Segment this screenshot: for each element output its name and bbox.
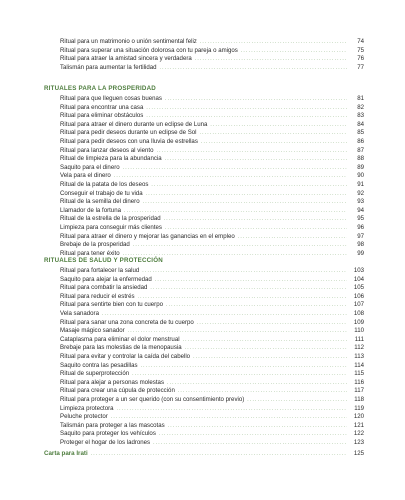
toc-entry <box>44 55 364 64</box>
dot-leader <box>117 405 347 414</box>
entry-title: Ritual de superprotección <box>60 370 130 378</box>
toc-entry <box>44 147 364 156</box>
toc-entry <box>44 439 364 448</box>
entry-page: 122 <box>353 430 364 438</box>
dot-leader <box>241 47 347 56</box>
entry-page: 118 <box>354 395 364 403</box>
entry-title: Ritual para atraer la amistad sincera y verdadera <box>60 55 192 63</box>
entry-title: Ritual para reducir el estrés <box>60 292 135 300</box>
dot-leader <box>146 112 347 121</box>
entry-page: 87 <box>357 146 364 154</box>
entry-page: 103 <box>353 267 364 274</box>
entry-title: Talismán para aumentar la fertilidad <box>60 63 157 71</box>
entry-page: 75 <box>357 46 364 54</box>
entry-title: Ritual para atraer el dinero y mejorar las ganancias en el empleo <box>60 232 235 240</box>
toc-entry <box>44 64 364 73</box>
entry-page: 77 <box>357 63 364 71</box>
entry-page: 90 <box>357 172 364 180</box>
dot-leader <box>157 147 348 156</box>
toc-entry <box>44 422 364 431</box>
entry-title: Ritual para proteger a un ser querido (con su consentimiento previo) <box>60 395 245 403</box>
entry-title: Ritual para sanar una zona concreta de tu cuerpo <box>60 318 194 326</box>
entry-page: 99 <box>357 249 364 257</box>
dot-leader <box>143 198 347 207</box>
entry-page: 95 <box>357 215 364 223</box>
entry-page: 114 <box>354 361 364 369</box>
toc-entry <box>44 450 364 459</box>
section-carta <box>44 450 364 459</box>
dot-leader <box>155 276 347 285</box>
dot-leader <box>141 362 347 371</box>
toc-entry <box>44 198 364 207</box>
entry-page: 74 <box>357 38 364 45</box>
entry-title: Saquito para proteger los vehículos <box>60 430 156 438</box>
entry-title: Saquito para el dinero <box>60 163 120 171</box>
toc-entry <box>44 207 364 216</box>
entry-title: Brebaje para las molestias de la menopausia <box>60 344 182 352</box>
toc-entry <box>44 172 364 181</box>
entry-title: Proteger el hogar de los ladrones <box>60 438 151 446</box>
entry-page: 85 <box>357 129 364 137</box>
entry-page: 104 <box>353 275 364 283</box>
dot-leader <box>150 284 347 293</box>
toc-entry <box>44 164 364 173</box>
dot-leader <box>111 413 347 422</box>
entry-title: Ritual para sentirte bien con tu cuerpo <box>60 301 163 309</box>
dot-leader <box>168 422 347 431</box>
entry-page: 111 <box>354 335 364 343</box>
dot-leader <box>165 224 347 233</box>
entry-title: Ritual para lanzar deseos al viento <box>60 146 154 154</box>
entry-page: 88 <box>357 155 364 163</box>
dot-leader <box>165 155 347 164</box>
dot-leader <box>159 430 347 439</box>
entry-page: 116 <box>354 378 364 386</box>
entry-page: 93 <box>357 198 364 206</box>
entry-page: 91 <box>357 180 364 188</box>
toc-entry <box>44 293 364 302</box>
entry-page: 125 <box>353 450 364 457</box>
entry-page: 98 <box>357 241 364 249</box>
entry-page: 94 <box>357 206 364 214</box>
toc-entry <box>44 38 364 47</box>
section-salud <box>44 256 364 447</box>
entry-title: Ritual para alejar a personas molestas <box>60 378 164 386</box>
dot-leader <box>124 207 347 216</box>
toc-entry <box>44 353 364 362</box>
entry-title: Llamador de la fortuna <box>60 206 121 214</box>
entry-title: Ritual de la semilla del dinero <box>60 198 140 206</box>
entry-title: Ritual para un matrimonio o unión sentimental feliz <box>60 38 197 45</box>
toc-entry <box>44 284 364 293</box>
entry-page: 109 <box>353 318 364 326</box>
toc-entry <box>44 379 364 388</box>
entry-page: 110 <box>354 327 364 335</box>
dot-leader <box>133 241 347 250</box>
entry-page: 106 <box>353 292 364 300</box>
dot-leader <box>91 450 347 459</box>
entry-page: 117 <box>354 387 364 395</box>
dot-leader <box>167 379 347 388</box>
entry-page: 76 <box>357 55 364 63</box>
dot-leader <box>247 396 347 405</box>
toc-entry <box>44 155 364 164</box>
toc-entry <box>44 47 364 56</box>
section-prosperidad <box>44 84 364 258</box>
entry-page: 84 <box>357 120 364 128</box>
dot-leader <box>123 164 347 173</box>
entry-title: Ritual para combatir la ansiedad <box>60 284 148 292</box>
toc-entry <box>44 190 364 199</box>
entry-title: Ritual para atraer el dinero durante un eclipse de Luna <box>60 120 208 128</box>
toc-entry <box>44 129 364 138</box>
entry-title: Peluche protector <box>60 413 108 421</box>
entry-title: Talismán para proteger a las mascotas <box>60 421 165 429</box>
entry-title: Saquito para alejar la enfermedad <box>60 275 152 283</box>
dot-leader <box>153 439 347 448</box>
entry-page: 115 <box>354 370 364 378</box>
dot-leader <box>178 387 347 396</box>
entry-title: Ritual para pedir deseos con una lluvia de estrellas <box>60 137 198 145</box>
entry-page: 113 <box>354 352 364 360</box>
toc-entry <box>44 233 364 242</box>
toc-entry <box>44 138 364 147</box>
entry-page: 89 <box>357 163 364 171</box>
entry-page: 97 <box>357 232 364 240</box>
toc-entry <box>44 112 364 121</box>
dot-leader <box>160 64 347 73</box>
dot-leader <box>197 319 347 328</box>
dot-leader <box>102 310 347 319</box>
entry-page: 96 <box>357 223 364 231</box>
entry-title: Ritual de la estrella de la prosperidad <box>60 215 161 223</box>
toc-entry <box>44 327 364 336</box>
toc-entry <box>44 370 364 379</box>
dot-leader <box>183 336 347 345</box>
dot-leader <box>165 95 347 104</box>
toc-entry <box>44 362 364 371</box>
entry-page: 119 <box>354 404 364 412</box>
toc-entry <box>44 344 364 353</box>
dot-leader <box>200 38 347 47</box>
dot-leader <box>132 370 347 379</box>
entry-page: 86 <box>357 137 364 145</box>
entry-page: 120 <box>353 413 364 421</box>
entry-title: Ritual para evitar y controlar la caída del cabello <box>60 352 191 360</box>
entry-title: Ritual para superar una situación dolorosa con tu pareja o amigos <box>60 46 238 54</box>
entry-page: 92 <box>357 189 364 197</box>
entry-page: 123 <box>353 438 364 446</box>
toc-entry <box>44 413 364 422</box>
toc-entry <box>44 104 364 113</box>
entry-title: Ritual de la patata de los deseos <box>60 180 149 188</box>
entry-page: 82 <box>357 103 364 111</box>
entry-title: Brebaje de la prosperidad <box>60 241 130 249</box>
toc-entry <box>44 215 364 224</box>
entry-title: Limpieza para conseguir más clientes <box>60 223 162 231</box>
entry-title: Ritual para pedir deseos durante un eclipse de Sol <box>60 129 197 137</box>
dot-leader <box>138 293 347 302</box>
top-entries-list <box>44 38 364 72</box>
toc-entry <box>44 405 364 414</box>
dot-leader <box>210 121 347 130</box>
entry-title: Saquito contra las pesadillas <box>60 361 138 369</box>
toc-entry <box>44 224 364 233</box>
toc-entry <box>44 336 364 345</box>
entry-title: Masaje mágico sanador <box>60 327 125 335</box>
toc-entry <box>44 181 364 190</box>
entry-title: Limpieza protectora <box>60 404 114 412</box>
entry-page: 83 <box>357 112 364 120</box>
entry-title: Carta para Irati <box>44 450 88 457</box>
dot-leader <box>201 138 347 147</box>
entry-title: Vela para el dinero <box>60 172 111 180</box>
toc-entry <box>44 121 364 130</box>
dot-leader <box>164 215 347 224</box>
entry-page: 112 <box>354 344 364 352</box>
toc-entry <box>44 387 364 396</box>
toc-entry <box>44 396 364 405</box>
toc-entry <box>44 241 364 250</box>
entry-title: Ritual para encontrar una casa <box>60 103 144 111</box>
dot-leader <box>146 104 347 113</box>
toc-entry <box>44 276 364 285</box>
section-heading: RITUALES PARA LA PROSPERIDAD <box>44 85 156 92</box>
dot-leader <box>146 190 347 199</box>
toc-entry <box>44 267 364 276</box>
entry-title: Ritual de limpieza para la abundancia <box>60 155 162 163</box>
dot-leader <box>200 129 347 138</box>
toc-entry <box>44 95 364 104</box>
toc-entry <box>44 319 364 328</box>
toc-entry <box>44 310 364 319</box>
dot-leader <box>128 327 347 336</box>
dot-leader <box>193 353 347 362</box>
entry-page: 107 <box>353 301 364 309</box>
dot-leader <box>185 344 347 353</box>
entry-page: 105 <box>353 284 364 292</box>
entry-title: Ritual para eliminar obstáculos <box>60 112 144 120</box>
entry-title: Cataplasma para eliminar el dolor menstrual <box>60 335 180 343</box>
dot-leader <box>238 233 347 242</box>
entry-title: Ritual para tener éxito <box>60 249 120 257</box>
toc-entry <box>44 301 364 310</box>
section-heading: RITUALES DE SALUD Y PROTECCIÓN <box>44 257 163 264</box>
entry-title: Ritual para fortalecer la salud <box>60 267 140 274</box>
dot-leader <box>166 301 347 310</box>
entry-page: 121 <box>353 421 364 429</box>
toc-entry <box>44 430 364 439</box>
dot-leader <box>151 181 347 190</box>
dot-leader <box>142 267 347 276</box>
entry-title: Ritual para crear una cúpula de protección <box>60 387 175 395</box>
entry-title: Vela sanadora <box>60 309 99 317</box>
dot-leader <box>114 172 347 181</box>
dot-leader <box>195 55 347 64</box>
entry-page: 81 <box>357 95 364 102</box>
entry-title: Conseguir el trabajo de tu vida <box>60 189 143 197</box>
entry-title: Ritual para que lleguen cosas buenas <box>60 95 162 102</box>
entry-page: 108 <box>353 309 364 317</box>
